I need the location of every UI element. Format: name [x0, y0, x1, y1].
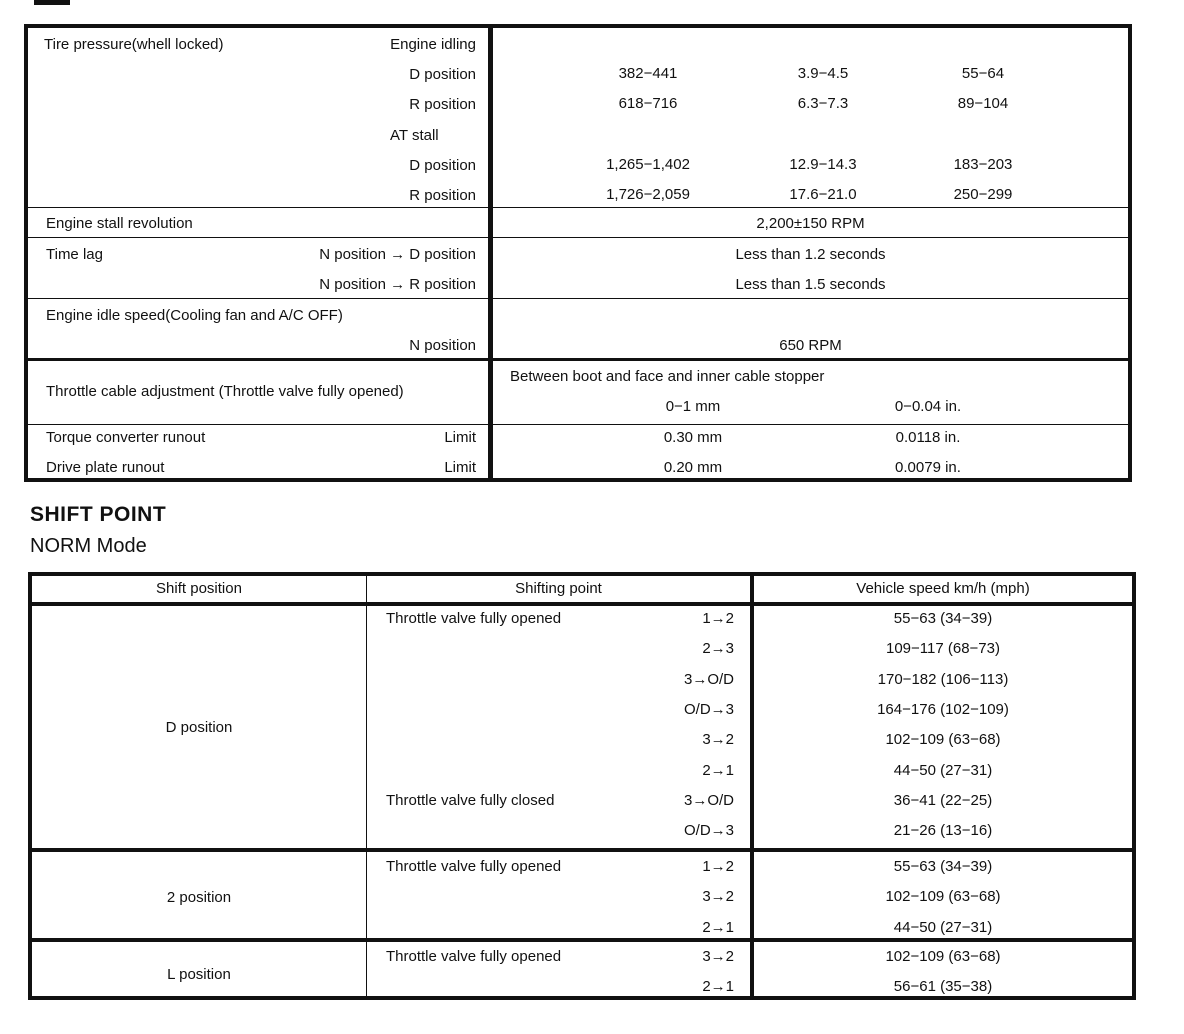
throttle-adjust-mm: 0−1 mm [665, 398, 721, 415]
vehicle-speed-cell: 44−50 (27−31) [893, 918, 993, 936]
shift-cell: 2→1 [702, 918, 734, 936]
idle-r-position-label: R position [409, 96, 476, 113]
stall-d-kpa: 1,265−1,402 [606, 156, 690, 173]
drive-runout-mm: 0.20 mm [663, 459, 723, 476]
table-column-divider [366, 576, 367, 996]
vehicle-speed-cell: 21−26 (13−16) [893, 822, 993, 840]
drive-limit-label: Limit [444, 459, 476, 476]
shift-point-table [28, 572, 1136, 1000]
vehicle-speed-cell: 36−41 (22−25) [893, 791, 993, 809]
vehicle-speed-cell: 44−50 (27−31) [893, 761, 993, 779]
engine-idling-label: Engine idling [390, 36, 476, 53]
stall-r-psi: 250−299 [953, 186, 1013, 203]
torque-runout-in: 0.0118 in. [895, 429, 961, 446]
stall-d-position-label: D position [409, 157, 476, 174]
stall-revolution-label: Engine stall revolution [46, 215, 193, 232]
header-vehicle-speed: Vehicle speed km/h (mph) [856, 580, 1030, 597]
throttle-condition-cell: Throttle valve fully opened [386, 610, 562, 627]
shift-cell: 3→2 [702, 731, 734, 749]
vehicle-speed-cell: 102−109 (63−68) [885, 948, 1001, 965]
throttle-condition-cell: Throttle valve fully opened [386, 858, 562, 875]
time-lag-label: Time lag [46, 246, 103, 263]
n-to-r-value: Less than 1.5 seconds [735, 276, 886, 293]
vehicle-speed-cell: 55−63 (34−39) [893, 858, 993, 875]
shift-cell: 3→2 [702, 888, 734, 906]
idle-d-psi: 55−64 [961, 65, 1005, 82]
vehicle-speed-cell: 102−109 (63−68) [885, 731, 1001, 749]
idle-speed-label: Engine idle speed(Cooling fan and A/C OFF) [46, 307, 343, 324]
shift-cell: 2→1 [702, 761, 734, 779]
vehicle-speed-cell: 102−109 (63−68) [885, 888, 1001, 906]
header-shift-position: Shift position [156, 580, 242, 597]
header-shifting-point: Shifting point [515, 580, 602, 597]
shift-position-cell: L position [167, 966, 231, 983]
idle-n-position-label: N position [409, 337, 476, 354]
shift-cell: O/D→3 [683, 700, 734, 718]
throttle-adjust-desc: Between boot and face and inner cable stopper [510, 368, 825, 385]
shift-cell: 1→2 [702, 858, 734, 875]
rule [28, 298, 1128, 299]
stall-r-kgcm: 17.6−21.0 [789, 186, 857, 203]
shift-cell: O/D→3 [683, 822, 734, 840]
n-to-r-label: N position → R position [319, 276, 476, 293]
shift-cell: 2→3 [702, 640, 734, 658]
vehicle-speed-cell: 170−182 (106−113) [877, 670, 1009, 688]
vehicle-speed-cell: 109−117 (68−73) [886, 640, 1000, 658]
throttle-condition-cell: Throttle valve fully closed [386, 791, 555, 809]
group-rule [32, 848, 1132, 852]
rule [28, 424, 1128, 425]
rule [28, 237, 1128, 238]
throttle-adjust-label: Throttle cable adjustment (Throttle valve fully opened) [46, 383, 404, 400]
rule [28, 358, 1128, 361]
idle-speed-value: 650 RPM [779, 337, 842, 354]
shift-point-heading: SHIFT POINT [30, 503, 167, 526]
header-rule [32, 602, 1132, 606]
idle-d-kgcm: 3.9−4.5 [797, 65, 849, 82]
shift-cell: 3→O/D [683, 670, 734, 688]
shift-cell: 2→1 [702, 978, 734, 996]
stall-revolution-value: 2,200±150 RPM [756, 215, 865, 232]
tire-pressure-label: Tire pressure(whell locked) [44, 36, 224, 53]
idle-d-position-label: D position [409, 66, 476, 83]
vehicle-speed-cell: 164−176 (102−109) [877, 700, 1009, 718]
throttle-condition-cell: Throttle valve fully opened [386, 948, 562, 965]
norm-mode-heading: NORM Mode [30, 535, 147, 557]
shift-position-cell: 2 position [166, 889, 232, 906]
drive-runout-label: Drive plate runout [46, 459, 165, 476]
stall-r-position-label: R position [409, 187, 476, 204]
shift-cell: 3→2 [702, 948, 734, 965]
n-to-d-label: N position → D position [319, 246, 476, 263]
at-stall-label: AT stall [390, 127, 439, 144]
vehicle-speed-cell: 55−63 (34−39) [893, 610, 993, 627]
idle-d-kpa: 382−441 [618, 65, 678, 82]
group-rule [32, 938, 1132, 942]
torque-runout-label: Torque converter runout [46, 429, 206, 446]
throttle-adjust-in: 0−0.04 in. [894, 398, 962, 415]
stall-d-psi: 183−203 [953, 156, 1013, 173]
torque-runout-mm: 0.30 mm [663, 429, 723, 446]
n-to-d-value: Less than 1.2 seconds [735, 246, 886, 263]
shift-cell: 3→O/D [683, 791, 734, 809]
idle-r-kpa: 618−716 [618, 95, 678, 112]
vehicle-speed-cell: 56−61 (35−38) [893, 978, 993, 996]
drive-runout-in: 0.0079 in. [895, 459, 961, 476]
stall-d-kgcm: 12.9−14.3 [789, 156, 857, 173]
stall-r-kpa: 1,726−2,059 [606, 186, 690, 203]
top-mark [34, 0, 70, 5]
idle-r-psi: 89−104 [957, 95, 1009, 112]
idle-r-kgcm: 6.3−7.3 [797, 95, 849, 112]
spec-table [24, 24, 1132, 482]
shift-cell: 1→2 [702, 610, 734, 627]
rule [28, 207, 1128, 208]
shift-position-cell: D position [165, 719, 233, 736]
torque-limit-label: Limit [444, 429, 476, 446]
